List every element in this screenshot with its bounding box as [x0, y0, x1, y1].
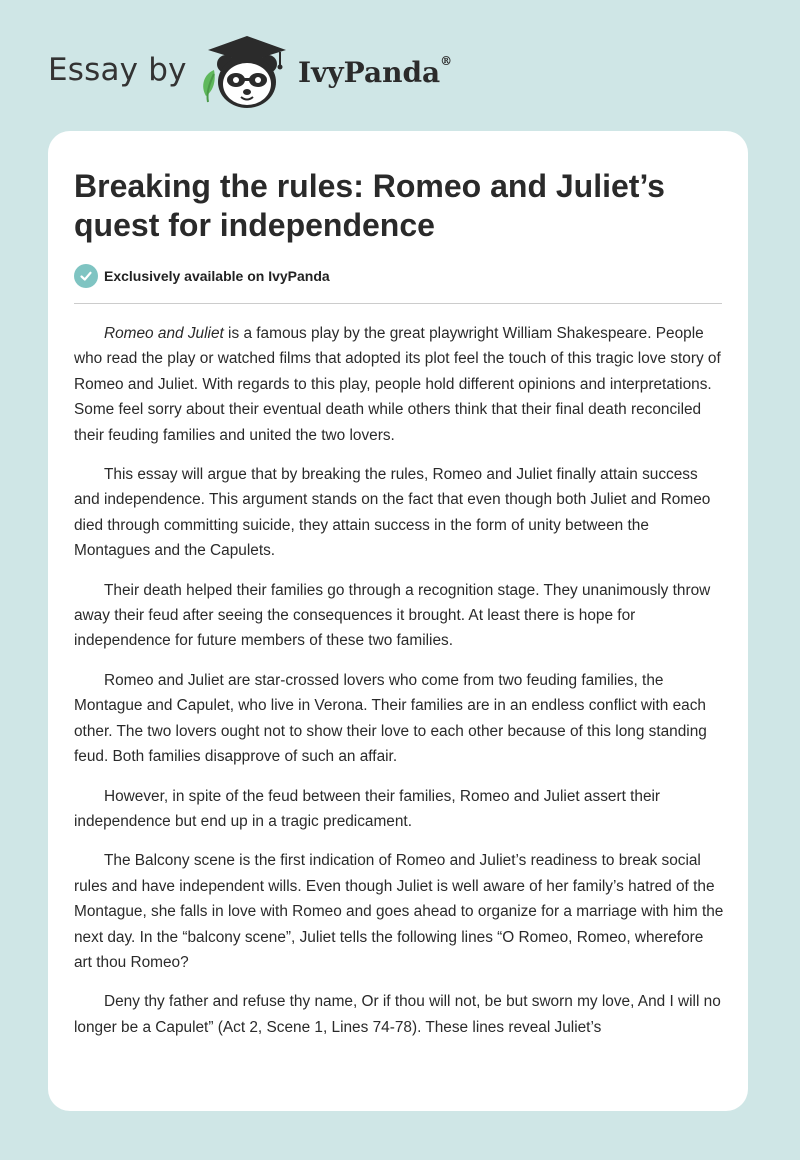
exclusive-badge	[74, 263, 330, 289]
essay-body	[74, 321, 724, 1054]
essay-card	[48, 131, 748, 1111]
page-title: Breaking the rules: Romeo and Juliet’s quest for independence	[74, 168, 665, 243]
paragraph: However, in spite of the feud between their families, Romeo and Juliet assert their independence but end up in a tragic predicament.	[74, 787, 661, 830]
paragraph: The Balcony scene is the first indication of Romeo and Juliet’s readiness to break social rules and have independent wills. Even though Juliet is well aware of her family’s hatred of the Montague, she falls in love with Romeo and goes ahead to organize for a marriage with him the next day. In the “balcony scene”, Juliet tells the following lines “O Romeo, Romeo, wherefore art thou Romeo?	[74, 852, 724, 971]
paragraph: Romeo and Juliet are star-crossed lovers who come from two feuding families, the Montague and Capulet, who live in Verona. Their families are in an endless conflict with each other. The two lovers ought not to show their love to each other because of this long standing feud. Both families disapprove of such an affair.	[74, 671, 707, 766]
panda-mascot-icon[interactable]	[198, 30, 294, 110]
site-header	[48, 30, 748, 120]
paragraph: Their death helped their families go through a recognition stage. They unanimously throw away their feud after seeing the consequences it brought. At least there is hope for independence for future members of these two families.	[74, 581, 711, 650]
divider	[74, 303, 722, 304]
paragraph	[74, 321, 724, 448]
check-icon	[74, 264, 98, 288]
brand-logo-text[interactable]: IvyPanda®	[298, 54, 453, 89]
badge-label: Exclusively available on IvyPanda	[104, 268, 330, 284]
paragraph: Deny thy father and refuse thy name, Or if thou will not, be but sworn my love, And I will no longer be a Capulet” (Act 2, Scene 1, Lines 74-78). These lines reveal Juliet’s	[74, 993, 721, 1036]
paragraph: This essay will argue that by breaking the rules, Romeo and Juliet finally attain success and independence. This argument stands on the fact that even though both Juliet and Romeo died through committing suicide, they attain success in the form of unity between the Montagues and the Capulets.	[74, 466, 711, 560]
registered-mark: ®	[440, 54, 453, 68]
paragraph-text: is a famous play by the great playwright William Shakespeare. People who read the play or watched films that adopted its plot feel the touch of this tragic love story of Romeo and Juliet. With regards to this play, people hold different opinions and interpretations. Some feel sorry about their eventual death while others think that their final death reconciled their feuding families and united the two lovers.	[74, 325, 721, 444]
play-title-emphasis: Romeo and Juliet	[104, 325, 224, 342]
essay-by-label: Essay by	[48, 52, 187, 88]
leaf-icon	[203, 70, 215, 102]
